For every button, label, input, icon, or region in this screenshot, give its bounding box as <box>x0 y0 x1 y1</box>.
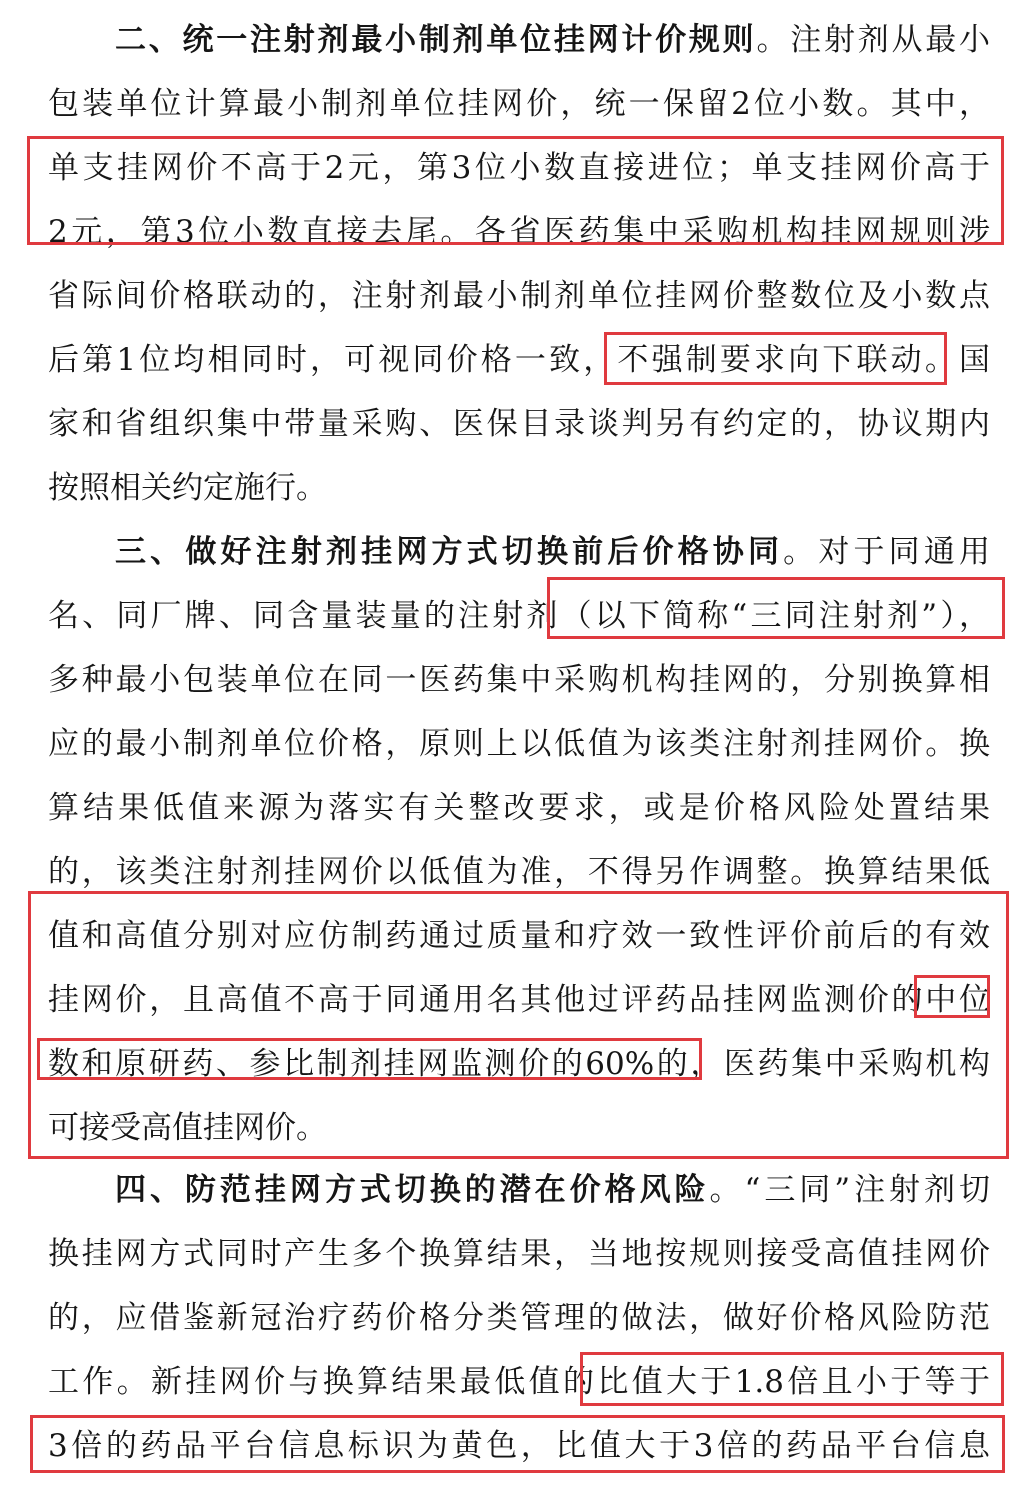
text-line: 工作。新挂网价与换算结果最低值的比值大于1.8倍且小于等于 <box>48 1364 990 1400</box>
text-line: 单支挂网价不高于2元，第3位小数直接进位；单支挂网价高于 <box>48 150 990 186</box>
text-line: 可接受高值挂网价。 <box>48 1110 327 1146</box>
text-line: 的，应借鉴新冠治疗药价格分类管理的做法，做好价格风险防范 <box>48 1300 990 1336</box>
text-line: 3倍的药品平台信息标识为黄色，比值大于3倍的药品平台信息 <box>48 1428 990 1464</box>
text-line: 多种最小包装单位在同一医药集中采购机构挂网的，分别换算相 <box>48 662 990 698</box>
section-heading: 三、做好注射剂挂网方式切换前后价格协同 <box>115 534 784 570</box>
text-line: 数和原研药、参比制剂挂网监测价的60%的，医药集中采购机构 <box>48 1046 990 1082</box>
text-line: 按照相关约定施行。 <box>48 470 327 506</box>
text-line: 挂网价，且高值不高于同通用名其他过评药品挂网监测价的中位 <box>48 982 990 1018</box>
text-line: 的，该类注射剂挂网价以低值为准，不得另作调整。换算结果低 <box>48 854 990 890</box>
section-heading: 四、防范挂网方式切换的潜在价格风险 <box>115 1172 710 1208</box>
text-line: 家和省组织集中带量采购、医保目录谈判另有约定的，协议期内 <box>48 406 990 442</box>
text-line: 2元，第3位小数直接去尾。各省医药集中采购机构挂网规则涉 <box>48 214 990 250</box>
text-line: 换挂网方式同时产生多个换算结果，当地按规则接受高值挂网价 <box>48 1236 990 1272</box>
text-line: 后第1位均相同时，可视同价格一致，不强制要求向下联动。国 <box>48 342 990 378</box>
text-line: 三、做好注射剂挂网方式切换前后价格协同。对于同通用 <box>115 534 991 570</box>
text-line: 值和高值分别对应仿制药通过质量和疗效一致性评价前后的有效 <box>48 918 990 954</box>
text-line: 四、防范挂网方式切换的潜在价格风险。“三同”注射剂切 <box>115 1172 991 1208</box>
section-heading: 二、统一注射剂最小制剂单位挂网计价规则 <box>115 22 757 58</box>
text-line: 二、统一注射剂最小制剂单位挂网计价规则。注射剂从最小 <box>115 22 991 58</box>
text-line: 算结果低值来源为落实有关整改要求，或是价格风险处置结果 <box>48 790 990 826</box>
text-line: 包装单位计算最小制剂单位挂网价，统一保留2位小数。其中， <box>48 86 990 122</box>
text-line: 省际间价格联动的，注射剂最小制剂单位挂网价整数位及小数点 <box>48 278 990 314</box>
text-line: 应的最小制剂单位价格，原则上以低值为该类注射剂挂网价。换 <box>48 726 990 762</box>
text-line: 名、同厂牌、同含量装量的注射剂（以下简称“三同注射剂”）， <box>48 598 990 634</box>
